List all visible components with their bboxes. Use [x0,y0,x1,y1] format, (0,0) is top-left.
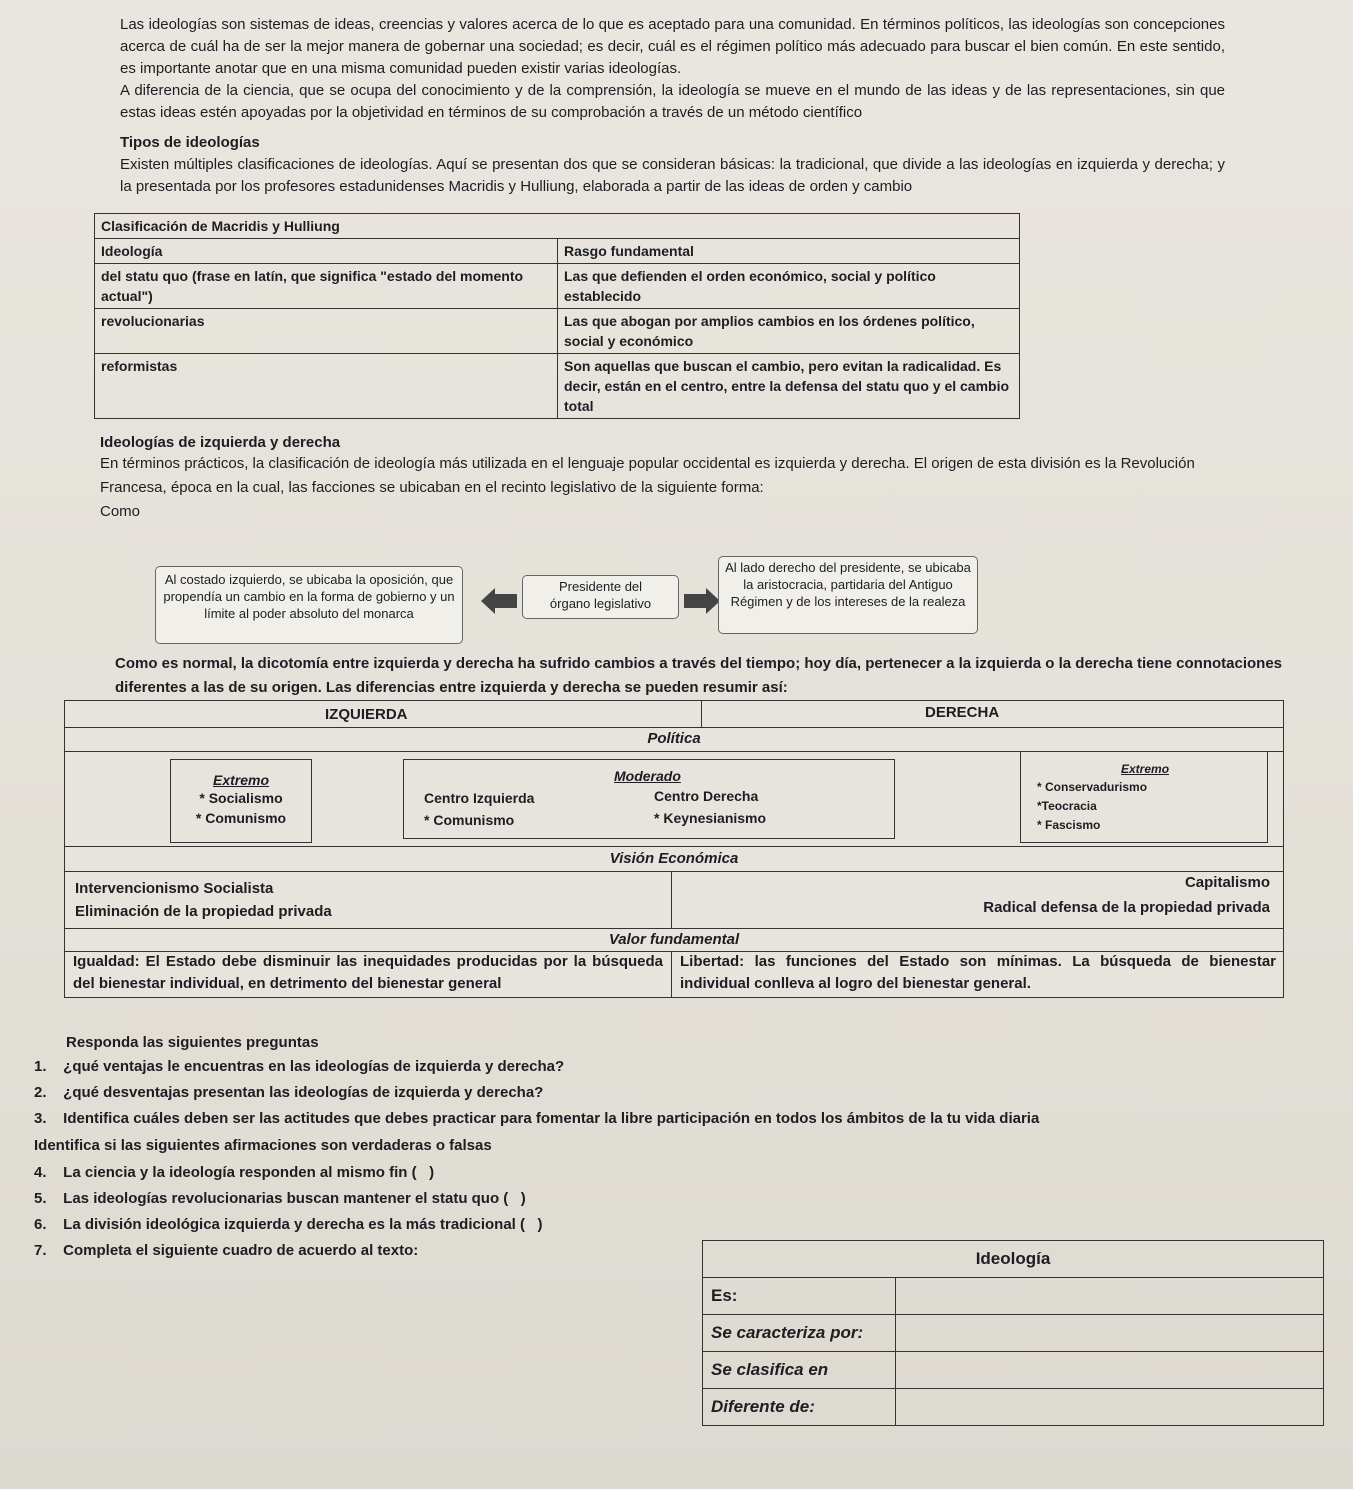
table-cell: Las que defienden el orden económico, social y político establecido [558,264,1020,309]
vision-right-line-2: Radical defensa de la propiedad privada [983,899,1270,916]
left-right-heading: Ideologías de izquierda y derecha [100,434,341,451]
extremo-right-item-3: * Fascismo [1037,818,1101,832]
question-2: 2. ¿qué desventajas presentan las ideologías de izquierda y derecha? [34,1084,544,1101]
macridis-table-title: Clasificación de Macridis y Hulliung [95,214,1020,239]
fill-answer-cell[interactable] [896,1389,1324,1426]
politica-row: Política [65,727,1283,752]
table-cell: reformistas [95,354,558,419]
table-cell: del statu quo (frase en latín, que significa "estado del momento actual") [95,264,558,309]
question-1: 1. ¿qué ventajas le encuentras en las ideologías de izquierda y derecha? [34,1058,565,1075]
questions-heading: Responda las siguientes preguntas [66,1034,319,1051]
extremo-left-item-1: * Socialismo [199,790,283,806]
vision-left-line-1: Intervencionismo Socialista [75,880,274,897]
dichotomy-sentence: Como es normal, la dicotomía entre izquierda y derecha ha sufrido cambios a través del tiempo; hoy día, pertenecer a la izquierda o la derecha tiene connotaciones diferentes a las de su origen. Las diferencias entre izquierda y derecha se pueden resumir así: [115,655,1283,696]
fill-table-title: Ideología [703,1241,1324,1278]
extremo-right-label: Extremo [1121,762,1170,776]
table-cell: Las que abogan por amplios cambios en los órdenes político, social y económico [558,309,1020,354]
dichotomy-text [115,652,1295,700]
intro-paragraph-2: A diferencia de la ciencia, que se ocupa del conocimiento y de la comprensión, la ideología se mueve en el mundo de las ideas y de las representaciones, sin que estas ideas estén apoyadas por la objetividad en términos de su comprobación a través de un método científico [120,82,1225,121]
left-arrow-icon [481,588,517,614]
extremo-right-item-2: *Teocracia [1037,799,1097,813]
fill-answer-cell[interactable] [896,1352,1324,1389]
centro-derecha-label: Centro Derecha [654,788,759,804]
derecha-header: DERECHA [925,704,1000,721]
intro-text [120,14,1225,124]
right-faction-box: Al lado derecho del presidente, se ubicaba la aristocracia, partidaria del Antiguo Régimen y de los intereses de la realeza [718,556,978,634]
fill-row-label: Se clasifica en [703,1352,896,1389]
vision-left-line-2: Eliminación de la propiedad privada [75,903,332,920]
true-false-heading: Identifica si las siguientes afirmaciones son verdaderas o falsas [34,1137,492,1154]
vision-economica-row: Visión Económica [65,846,1283,872]
lr-header-row [65,701,1283,728]
right-arrow-icon [684,588,720,614]
question-7: 7. Completa el siguiente cuadro de acuerdo al texto: [34,1242,419,1259]
types-paragraph: Existen múltiples clasificaciones de ideologías. Aquí se presentan dos que se consideran básicas: la tradicional, que divide a las ideologías en izquierda y derecha; y la presentada por los profesores estadunidenses Macridis y Hulliung, elaborada a partir de las ideas de orden y cambio [120,156,1225,195]
extremo-right-box [1020,751,1268,843]
table-cell: revolucionarias [95,309,558,354]
left-right-text: En términos prácticos, la clasificación de ideología más utilizada en el lenguaje popular occidental es izquierda y derecha. El origen de esta división es la Revolución Francesa, época en la cual, las facciones se ubicaban en el recinto legislativo de la siguiente forma: [100,455,1195,496]
left-faction-box: Al costado izquierdo, se ubicaba la oposición, que propendía un cambio en la forma de gobierno y un límite al poder absoluto del monarca [155,566,463,644]
question-5: 5. Las ideologías revolucionarias buscan mantener el statu quo ( ) [34,1190,526,1207]
valor-right-cell: Libertad: las funciones del Estado son mínimas. La búsqueda de bienestar individual conlleva al logro del bienestar general. [680,953,1276,992]
left-right-table [64,700,1284,998]
centro-derecha-item: * Keynesianismo [654,810,767,826]
valor-left-cell: Igualdad: El Estado debe disminuir las inequidades producidas por la búsqueda del bienestar individual, en detrimento del bienestar general [65,951,672,997]
macridis-col-ideology: Ideología [95,239,558,264]
extremo-right-item-1: * Conservadurismo [1037,780,1148,794]
president-line-2: órgano legislativo [549,596,652,611]
moderado-box [403,759,895,839]
president-line-1: Presidente del [558,579,643,594]
macridis-table [94,213,1020,419]
intro-paragraph-1: Las ideologías son sistemas de ideas, creencias y valores acerca de lo que es aceptado para una comunidad. En términos políticos, las ideologías son concepciones acerca de cuál ha de ser la mejor manera de gobernar una sociedad; es decir, cuál es el régimen político más adecuado para buscar el bien común. En este sentido, es importante anotar que en una misma comunidad pueden existir varias ideologías. [120,16,1225,77]
como-label: Como [100,503,141,520]
macridis-col-trait: Rasgo fundamental [558,239,1020,264]
valor-fundamental-row: Valor fundamental [65,928,1283,952]
fill-row-label: Es: [703,1278,896,1315]
extremo-left-item-2: * Comunismo [195,810,287,826]
question-3: 3. Identifica cuáles deben ser las actitudes que debes practicar para fomentar la libre participación en todos los ámbitos de la tu vida diaria [34,1110,1040,1127]
extremo-left-box [170,759,312,843]
types-text [120,144,1225,198]
centro-izquierda-item: * Comunismo [424,812,515,828]
types-heading: Tipos de ideologías [120,134,260,151]
table-cell: Son aquellas que buscan el cambio, pero evitan la radicalidad. Es decir, están en el centro, entre la defensa del statu quo y el cambio total [558,354,1020,419]
vision-right-cell [672,872,1270,928]
fill-answer-cell[interactable] [896,1278,1324,1315]
fill-row-label: Se caracteriza por: [703,1315,896,1352]
centro-izquierda-label: Centro Izquierda [424,790,535,806]
izquierda-header: IZQUIERDA [325,706,408,723]
fill-in-table [702,1240,1324,1426]
vision-right-line-1: Capitalismo [1184,874,1270,891]
question-6: 6. La división ideológica izquierda y derecha es la más tradicional ( ) [34,1216,543,1233]
fill-answer-cell[interactable] [896,1315,1324,1352]
vision-left-cell [65,872,672,928]
question-4: 4. La ciencia y la ideología responden al mismo fin ( ) [34,1164,435,1181]
president-box [522,575,679,619]
moderado-label: Moderado [614,768,681,784]
fill-row-label: Diferente de: [703,1389,896,1426]
extremo-left-label: Extremo [212,772,270,788]
